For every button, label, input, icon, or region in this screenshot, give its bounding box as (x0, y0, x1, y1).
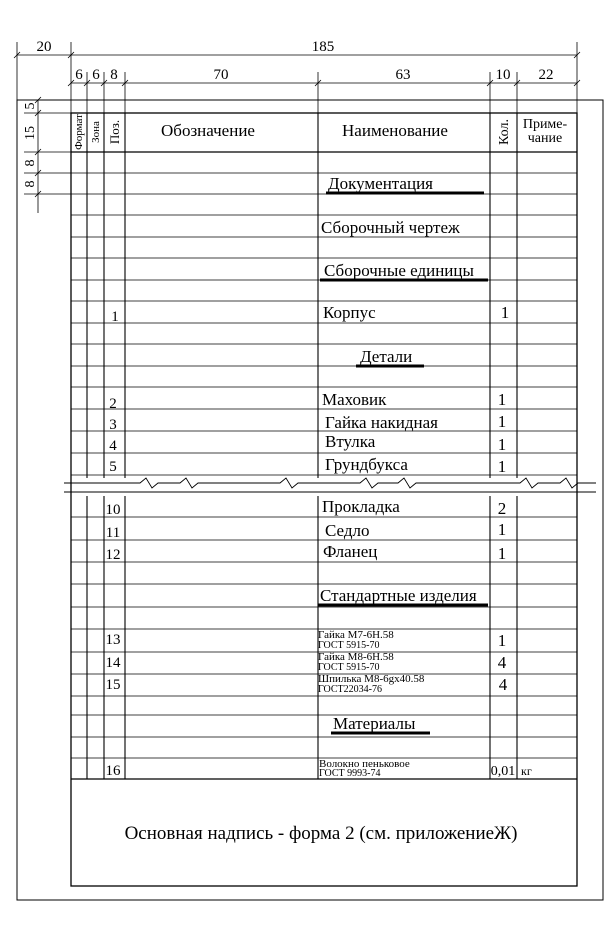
section-materials: Материалы (333, 714, 416, 733)
row-assembly-drawing: Сборочный чертеж (321, 218, 460, 237)
dim-col-format: 6 (75, 67, 83, 83)
dim-row-8b: 8 (23, 180, 38, 188)
header-format: Формат (73, 114, 85, 150)
standard-pos: 13 (105, 632, 121, 648)
standard-qty: 4 (497, 653, 507, 672)
standard-name-line2: ГОСТ 5915-70 (318, 662, 380, 673)
header-qty: Кол. (497, 119, 512, 145)
item-name: Втулка (325, 432, 376, 451)
material-name-line2: ГОСТ 9993-74 (319, 768, 381, 779)
header-designation: Обозначение (161, 121, 255, 140)
item-name: Грундбукса (325, 455, 408, 474)
standard-name-line1: Гайка М8-6Н.58 (318, 651, 394, 663)
standard-qty: 1 (497, 631, 507, 650)
item-qty: 1 (497, 457, 507, 476)
item-name: Седло (325, 521, 370, 540)
dim-col-name: 63 (395, 67, 411, 83)
material-pos: 16 (105, 763, 121, 779)
item-name: Фланец (323, 542, 378, 561)
item-qty: 2 (497, 499, 507, 518)
item-pos: 5 (109, 459, 117, 475)
item-pos: 12 (105, 547, 121, 563)
dim-col-designation: 70 (213, 67, 229, 83)
header-zone: Зона (90, 121, 102, 143)
item-pos: 3 (109, 417, 117, 433)
material-name-line1: Волокно пеньковое (319, 758, 410, 770)
dim-left-margin: 20 (36, 39, 52, 55)
dim-total-width: 185 (311, 39, 335, 55)
dim-row-15: 15 (23, 126, 38, 140)
section-documentation: Документация (328, 174, 433, 193)
standard-name-line1: Гайка М7-6Н.58 (318, 629, 394, 641)
dim-row-8a: 8 (23, 159, 38, 167)
item-qty: 1 (497, 390, 507, 409)
sheet-border (17, 100, 603, 900)
item-pos: 2 (109, 396, 117, 412)
item-pos: 1 (111, 309, 119, 325)
standard-pos: 14 (105, 655, 121, 671)
item-pos: 10 (105, 502, 121, 518)
dim-col-qty: 10 (495, 67, 511, 83)
dim-col-zone: 6 (92, 67, 100, 83)
dim-row-5: 5 (23, 102, 38, 110)
item-qty: 1 (500, 303, 510, 322)
dim-col-note: 22 (538, 67, 554, 83)
material-qty: 0,01 (490, 764, 516, 779)
header-name: Наименование (342, 121, 448, 140)
item-name: Гайка накидная (325, 413, 438, 432)
item-qty: 1 (497, 435, 507, 454)
dim-col-pos: 8 (110, 67, 118, 83)
item-qty: 1 (497, 412, 507, 431)
standard-name-line2: ГОСТ22034-76 (318, 684, 382, 695)
standard-pos: 15 (105, 677, 121, 693)
header-note-line2: чание (527, 131, 563, 146)
section-standard-items: Стандартные изделия (320, 586, 477, 605)
standard-name-line1: Шпилька М8-6gх40.58 (318, 673, 425, 685)
title-block-note: Основная надпись - форма 2 (см. приложениеЖ) (124, 823, 518, 844)
item-qty: 1 (497, 520, 507, 539)
material-note: кг (521, 764, 532, 778)
header-note-line1: Приме- (522, 117, 568, 132)
item-pos: 4 (109, 438, 117, 454)
item-name: Прокладка (322, 497, 400, 516)
left-dimensions (24, 97, 71, 213)
standard-qty: 4 (498, 675, 508, 694)
section-parts: Детали (360, 347, 413, 366)
item-pos: 11 (105, 525, 121, 541)
section-assembly-units: Сборочные единицы (324, 261, 474, 280)
item-qty: 1 (497, 544, 507, 563)
header-pos: Поз. (107, 119, 122, 145)
item-name: Корпус (323, 303, 376, 322)
item-name: Маховик (322, 390, 387, 409)
standard-name-line2: ГОСТ 5915-70 (318, 640, 380, 651)
